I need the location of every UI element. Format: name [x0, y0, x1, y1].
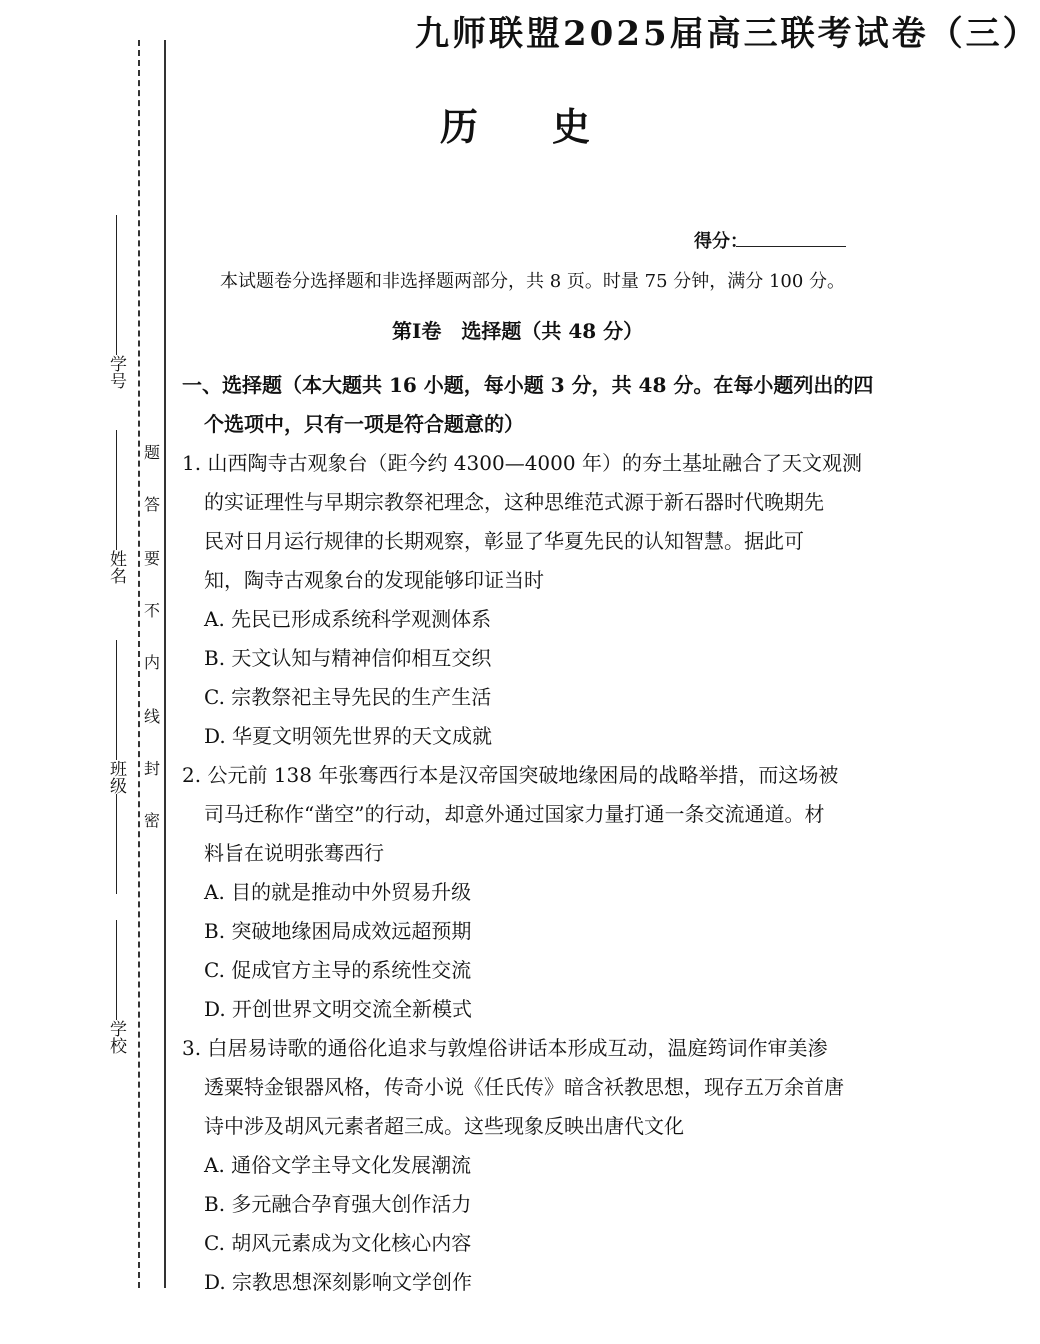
score-label: 得分：	[694, 231, 748, 252]
option-d[interactable]: D. 华夏文明领先世界的天文成就	[204, 724, 493, 748]
option-b[interactable]: B. 多元融合孕育强大创作活力	[204, 1192, 472, 1216]
option-b[interactable]: B. 天文认知与精神信仰相互交织	[204, 646, 492, 670]
seal-char: 要	[143, 549, 160, 568]
question-stem-line: 3. 白居易诗歌的通俗化追求与敦煌俗讲话本形成互动，温庭筠词作审美渗	[182, 1036, 828, 1060]
seal-char: 题	[143, 443, 160, 462]
seal-char: 封	[143, 759, 160, 778]
question-stem-line: 民对日月运行规律的长期观察，彰显了华夏先民的认知智慧。据此可	[204, 529, 804, 553]
question-stem-line: 2. 公元前 138 年张骞西行本是汉帝国突破地缘困局的战略举措，而这场被	[182, 763, 839, 787]
seal-char: 内	[143, 653, 160, 672]
school-line	[116, 920, 117, 1020]
question-stem-line: 透粟特金银器风格，传奇小说《任氏传》暗含袄教思想，现存五万余首唐	[204, 1075, 844, 1099]
option-d[interactable]: D. 宗教思想深刻影响文学创作	[204, 1270, 473, 1294]
name-label: 姓名	[106, 550, 126, 584]
question-stem-line: 知，陶寺古观象台的发现能够印证当时	[204, 568, 544, 592]
section-title: 第Ⅰ卷 选择题（共 48 分）	[392, 319, 644, 343]
question-stem-line: 的实证理性与早期宗教祭祀理念，这种思维范式源于新石器时代晚期先	[204, 490, 824, 514]
seal-char: 线	[143, 707, 160, 726]
student-id-field[interactable]	[102, 215, 130, 389]
class-line	[116, 640, 117, 760]
school-field[interactable]	[102, 920, 130, 1054]
seal-char: 不	[143, 601, 160, 620]
student-id-label-char-1: 学号	[106, 355, 126, 389]
name-field[interactable]	[102, 430, 130, 584]
exam-series-title: 九师联盟2025届高三联考试卷（三）	[415, 14, 1040, 54]
option-c[interactable]: C. 胡风元素成为文化核心内容	[204, 1231, 472, 1255]
option-a[interactable]: A. 目的就是推动中外贸易升级	[204, 880, 472, 904]
school-label: 学校	[106, 1020, 126, 1054]
question-stem-line: 料旨在说明张骞西行	[204, 841, 384, 865]
student-id-line	[116, 215, 117, 355]
seal-char: 密	[143, 811, 160, 830]
binding-solid-line	[164, 40, 166, 1288]
question-stem-line: 诗中涉及胡风元素者超三成。这些现象反映出唐代文化	[204, 1114, 684, 1138]
class-label: 班级	[106, 760, 126, 794]
part-heading: 一、选择题（本大题共 16 小题，每小题 3 分，共 48 分。在每小题列出的四	[182, 373, 874, 397]
subject-title: 历 史	[440, 104, 591, 149]
seal-char: 答	[143, 495, 160, 514]
option-c[interactable]: C. 促成官方主导的系统性交流	[204, 958, 472, 982]
option-a[interactable]: A. 先民已形成系统科学观测体系	[204, 607, 492, 631]
question-stem-line: 司马迁称作“凿空”的行动，却意外通过国家力量打通一条交流通道。材	[204, 802, 825, 826]
exam-info: 本试题卷分选择题和非选择题两部分，共 8 页。时量 75 分钟，满分 100 分。	[220, 271, 846, 292]
option-a[interactable]: A. 通俗文学主导文化发展潮流	[204, 1153, 472, 1177]
option-c[interactable]: C. 宗教祭祀主导先民的生产生活	[204, 685, 492, 709]
question-stem-line: 1. 山西陶寺古观象台（距今约 4300—4000 年）的夯土基址融合了天文观测	[182, 451, 862, 475]
option-b[interactable]: B. 突破地缘困局成效远超预期	[204, 919, 472, 943]
option-d[interactable]: D. 开创世界文明交流全新模式	[204, 997, 473, 1021]
name-line	[116, 430, 117, 550]
part-heading-cont: 个选项中，只有一项是符合题意的）	[204, 412, 524, 436]
class-field[interactable]	[102, 640, 130, 894]
score-input-line[interactable]	[736, 246, 846, 247]
